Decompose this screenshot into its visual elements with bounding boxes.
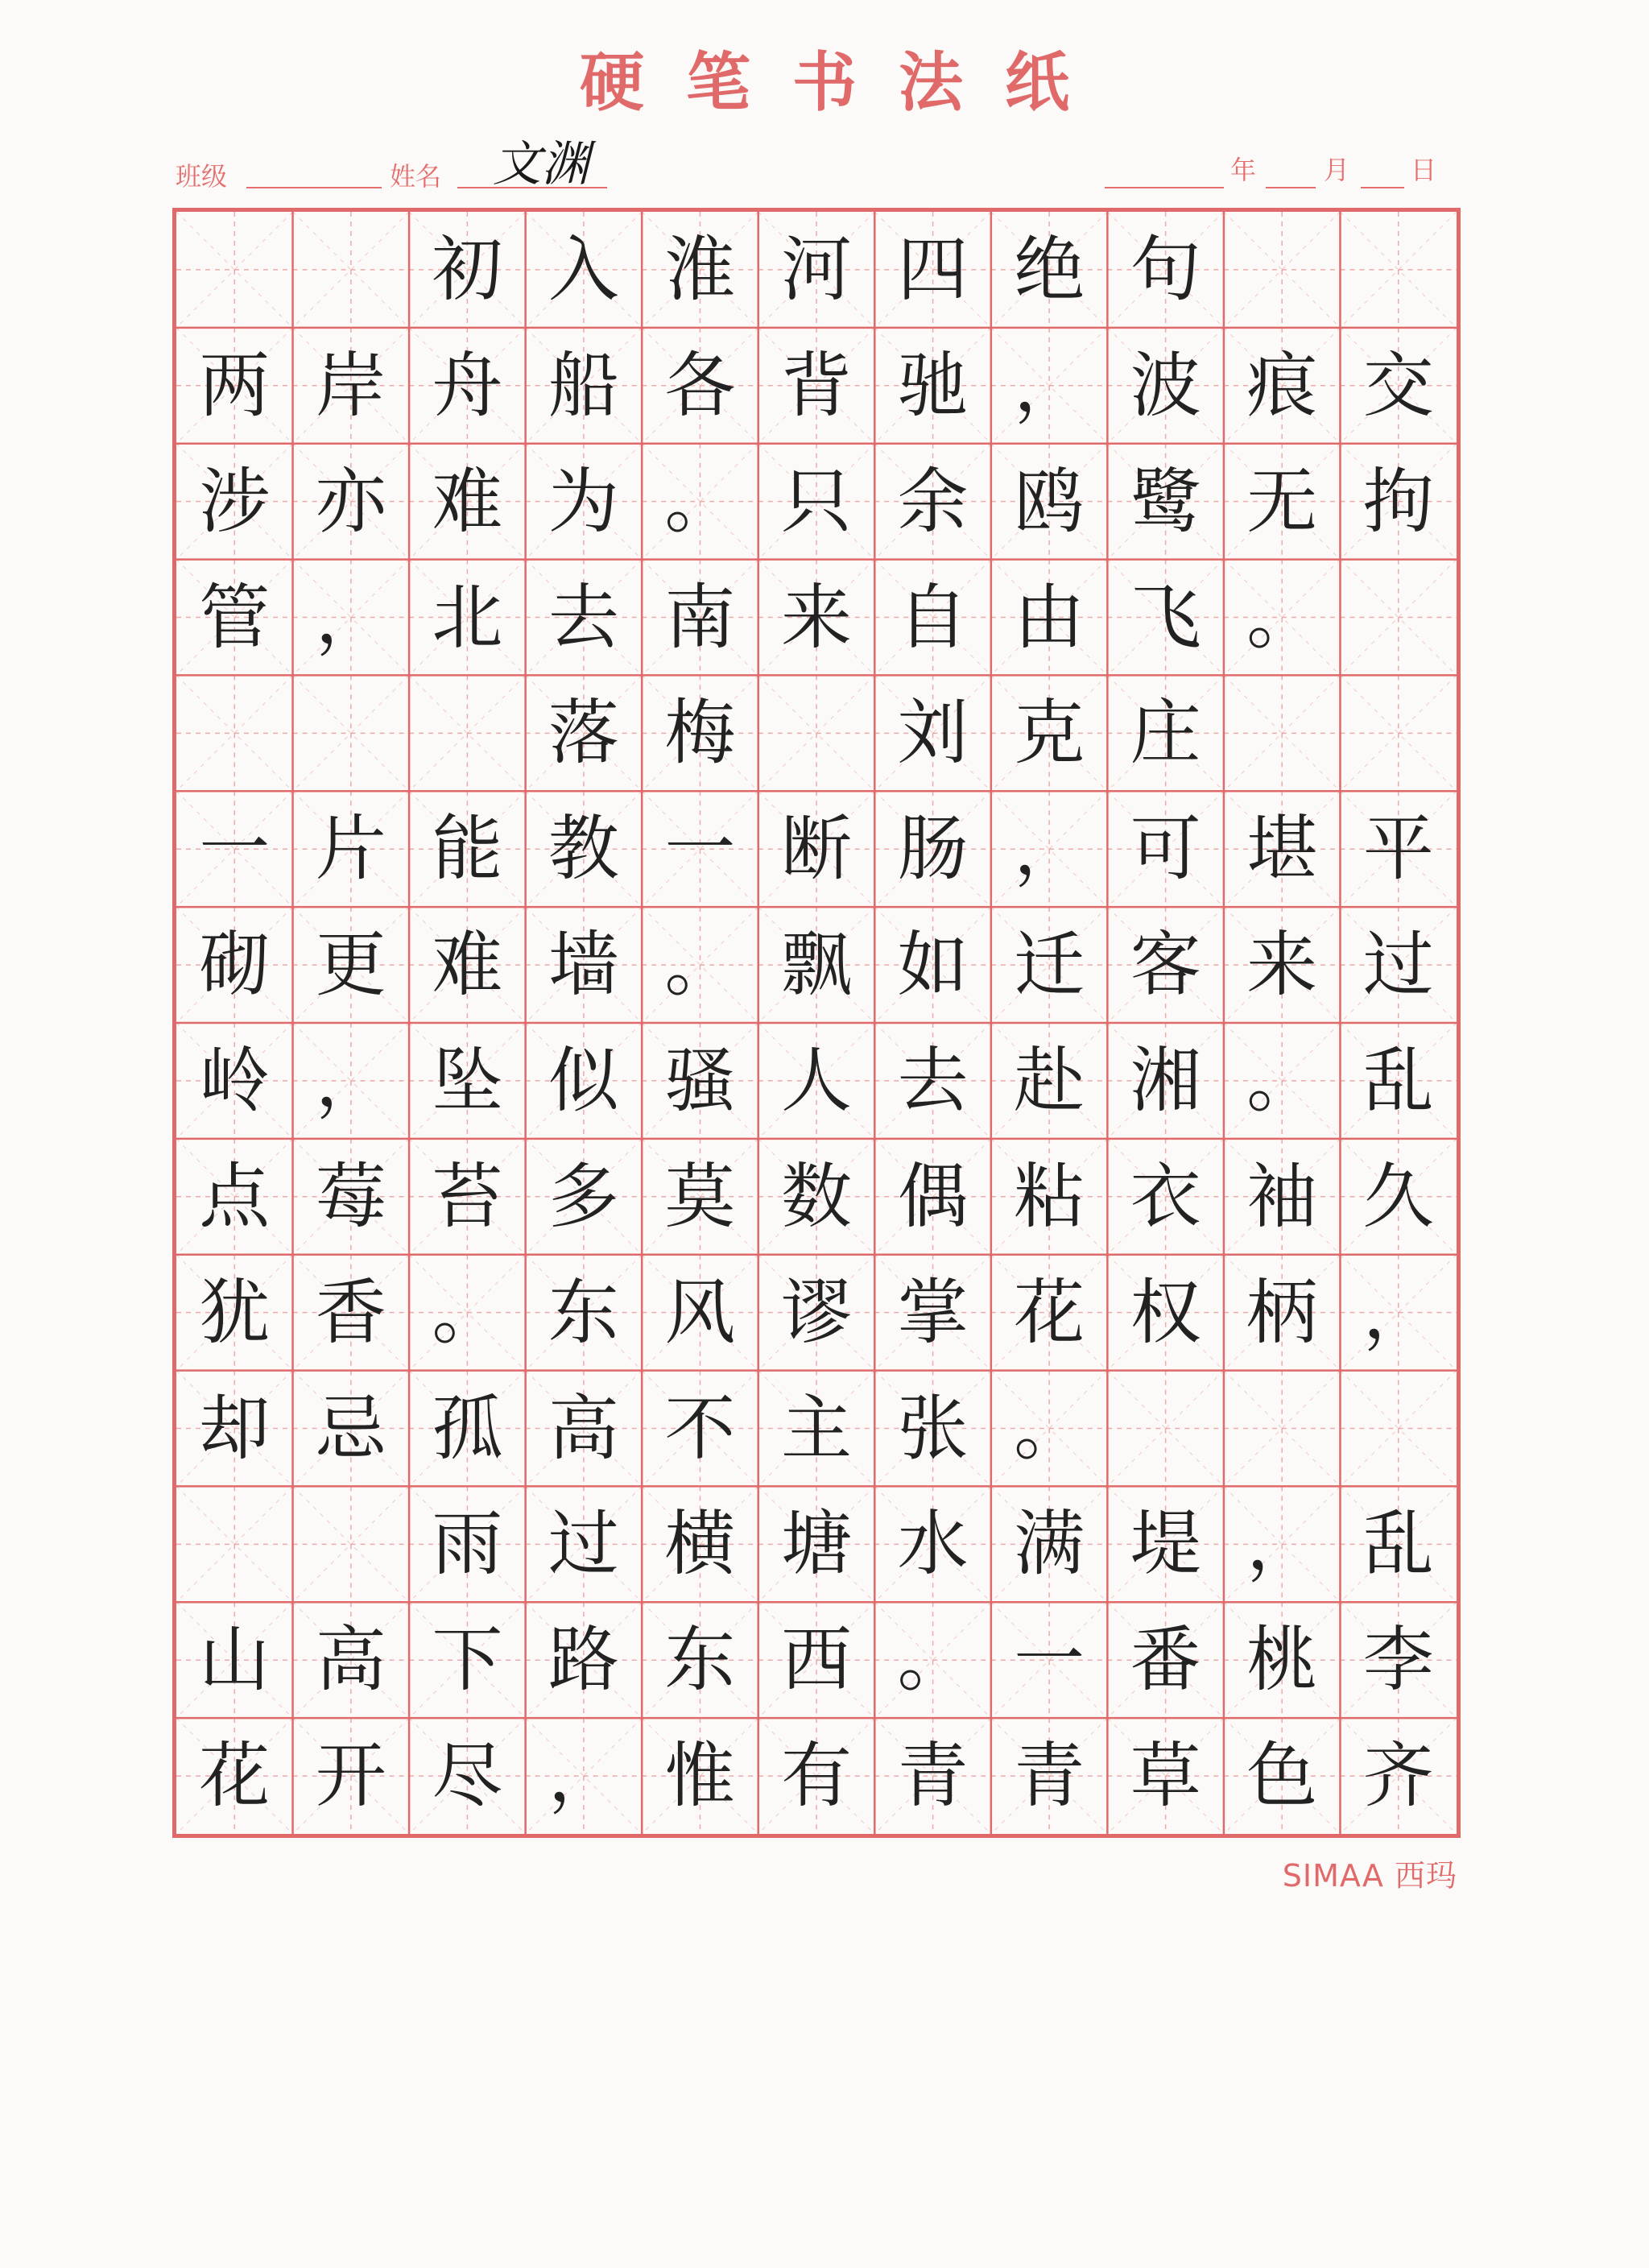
day-label: 日 <box>1411 155 1437 185</box>
grid-character: 南 <box>664 575 736 659</box>
grid-character: 青 <box>1014 1734 1085 1818</box>
writing-grid <box>172 208 1461 1838</box>
grid-character: 波 <box>1130 343 1201 427</box>
grid-character: 莫 <box>664 1154 736 1238</box>
grid-character: 久 <box>1362 1154 1434 1238</box>
sheet-title: 硬笔书法纸 <box>580 44 1111 120</box>
grid-character: 水 <box>897 1502 969 1586</box>
grid-character: 岭 <box>199 1039 271 1122</box>
grid-character: 痕 <box>1246 343 1318 427</box>
grid-character: 东 <box>664 1618 736 1702</box>
grid-character: 青 <box>897 1734 969 1818</box>
grid-character: 堪 <box>1246 807 1318 891</box>
grid-character: ， <box>1014 343 1085 427</box>
grid-character: 刘 <box>897 691 969 775</box>
grid-character: 苔 <box>432 1154 503 1238</box>
day-field[interactable] <box>1361 155 1404 188</box>
grid-character: 亦 <box>315 459 386 543</box>
grid-character: 句 <box>1130 228 1201 311</box>
grid-character: 管 <box>199 575 271 659</box>
grid-character: 只 <box>780 459 852 543</box>
grid-character: 一 <box>664 807 736 891</box>
grid-character: 主 <box>780 1386 852 1470</box>
grid-character: 高 <box>548 1386 619 1470</box>
grid-character: 北 <box>432 575 503 659</box>
year-label: 年 <box>1230 155 1257 185</box>
grid-character: 去 <box>897 1039 969 1122</box>
grid-character: 过 <box>548 1502 619 1586</box>
grid-character: 无 <box>1246 459 1318 543</box>
grid-character: 衣 <box>1130 1154 1201 1238</box>
grid-character: 路 <box>548 1618 619 1702</box>
class-label: 班级 <box>176 161 228 192</box>
grid-character: 掌 <box>897 1270 969 1354</box>
grid-character: 。 <box>897 1618 969 1702</box>
grid-character: 客 <box>1130 923 1201 1007</box>
month-field[interactable] <box>1266 155 1316 188</box>
grid-character: 交 <box>1362 343 1434 427</box>
grid-character: 山 <box>199 1618 271 1702</box>
grid-character: 袖 <box>1246 1154 1318 1238</box>
grid-character: 驰 <box>897 343 969 427</box>
month-label: 月 <box>1324 155 1350 185</box>
grid-character: 似 <box>548 1039 619 1122</box>
grid-character: 为 <box>548 459 619 543</box>
grid-character: 权 <box>1130 1270 1201 1354</box>
grid-character: 入 <box>548 228 619 311</box>
grid-character: ， <box>1014 807 1085 891</box>
grid-character: 湘 <box>1130 1039 1201 1122</box>
grid-character: 。 <box>1014 1386 1085 1470</box>
grid-character: 两 <box>199 343 271 427</box>
grid-character: 人 <box>780 1039 852 1122</box>
grid-character: 河 <box>780 228 852 311</box>
grid-character: 拘 <box>1362 459 1434 543</box>
grid-character: 。 <box>1246 575 1318 659</box>
grid-character: ， <box>315 575 386 659</box>
grid-character: 过 <box>1362 923 1434 1007</box>
grid-character: 迁 <box>1014 923 1085 1007</box>
grid-character: 横 <box>664 1502 736 1586</box>
grid-character: 坠 <box>432 1039 503 1122</box>
name-value: 文渊 <box>493 136 589 192</box>
grid-character: 片 <box>315 807 386 891</box>
grid-character: 来 <box>1246 923 1318 1007</box>
grid-character: 风 <box>664 1270 736 1354</box>
name-label: 姓名 <box>390 161 442 192</box>
grid-character: 草 <box>1130 1734 1201 1818</box>
grid-character: 高 <box>315 1618 386 1702</box>
grid-character: 一 <box>1014 1618 1085 1702</box>
grid-character: 砌 <box>199 923 271 1007</box>
grid-character: 下 <box>432 1618 503 1702</box>
grid-character: 背 <box>780 343 852 427</box>
grid-character: 齐 <box>1362 1734 1434 1818</box>
grid-character: 忌 <box>315 1386 386 1470</box>
grid-character: 孤 <box>432 1386 503 1470</box>
grid-character: 由 <box>1014 575 1085 659</box>
grid-character: 犹 <box>199 1270 271 1354</box>
grid-character: 李 <box>1362 1618 1434 1702</box>
grid-character: 教 <box>548 807 619 891</box>
grid-character: 堤 <box>1130 1502 1201 1586</box>
grid-character: 能 <box>432 807 503 891</box>
grid-character: ， <box>315 1039 386 1122</box>
grid-character: 落 <box>548 691 619 775</box>
grid-character: 自 <box>897 575 969 659</box>
grid-character: 鹭 <box>1130 459 1201 543</box>
grid-character: 偶 <box>897 1154 969 1238</box>
grid-character: 余 <box>897 459 969 543</box>
grid-character: 如 <box>897 923 969 1007</box>
grid-character: 色 <box>1246 1734 1318 1818</box>
grid-character: 数 <box>780 1154 852 1238</box>
header-fields <box>0 136 1649 200</box>
grid-character: 。 <box>432 1270 503 1354</box>
grid-character: 花 <box>199 1734 271 1818</box>
grid-character: 骚 <box>664 1039 736 1122</box>
grid-character: 更 <box>315 923 386 1007</box>
grid-character: 尽 <box>432 1734 503 1818</box>
grid-character: 可 <box>1130 807 1201 891</box>
grid-character: 鸥 <box>1014 459 1085 543</box>
grid-character: 梅 <box>664 691 736 775</box>
grid-character: 塘 <box>780 1502 852 1586</box>
grid-character: 不 <box>664 1386 736 1470</box>
grid-character: 雨 <box>432 1502 503 1586</box>
grid-character: 惟 <box>664 1734 736 1818</box>
grid-character: 。 <box>664 459 736 543</box>
grid-character: ， <box>548 1734 619 1818</box>
grid-character: 。 <box>1246 1039 1318 1122</box>
grid-character: 初 <box>432 228 503 311</box>
grid-character: 墙 <box>548 923 619 1007</box>
grid-character: 岸 <box>315 343 386 427</box>
grid-character: 赴 <box>1014 1039 1085 1122</box>
grid-character: 多 <box>548 1154 619 1238</box>
grid-character: 东 <box>548 1270 619 1354</box>
grid-character: 满 <box>1014 1502 1085 1586</box>
grid-character: 飘 <box>780 923 852 1007</box>
grid-character: 粘 <box>1014 1154 1085 1238</box>
grid-character: 张 <box>897 1386 969 1470</box>
grid-character: 乱 <box>1362 1502 1434 1586</box>
grid-character: 花 <box>1014 1270 1085 1354</box>
grid-character: 断 <box>780 807 852 891</box>
grid-character: 莓 <box>315 1154 386 1238</box>
grid-character: 舟 <box>432 343 503 427</box>
grid-character: ， <box>1246 1502 1318 1586</box>
grid-character: 难 <box>432 459 503 543</box>
grid-character: ， <box>1362 1270 1434 1354</box>
grid-character: 番 <box>1130 1618 1201 1702</box>
brand-logo: SIMAA 西玛 <box>1282 1858 1457 1893</box>
grid-character: 四 <box>897 228 969 311</box>
grid-character: 点 <box>199 1154 271 1238</box>
grid-character: 桃 <box>1246 1618 1318 1702</box>
grid-character: 淮 <box>664 228 736 311</box>
grid-character: 涉 <box>199 459 271 543</box>
grid-character: 一 <box>199 807 271 891</box>
grid-character: 谬 <box>780 1270 852 1354</box>
grid-character: 去 <box>548 575 619 659</box>
grid-character: 柄 <box>1246 1270 1318 1354</box>
grid-character: 庄 <box>1130 691 1201 775</box>
grid-character: 乱 <box>1362 1039 1434 1122</box>
grid-character: 却 <box>199 1386 271 1470</box>
grid-character: 平 <box>1362 807 1434 891</box>
grid-character: 各 <box>664 343 736 427</box>
grid-character: 飞 <box>1130 575 1201 659</box>
class-field[interactable] <box>246 155 382 188</box>
grid-character: 来 <box>780 575 852 659</box>
grid-character: 开 <box>315 1734 386 1818</box>
grid-character: 西 <box>780 1618 852 1702</box>
grid-character: 有 <box>780 1734 852 1818</box>
year-field[interactable] <box>1105 155 1224 188</box>
grid-character: 。 <box>664 923 736 1007</box>
grid-character: 船 <box>548 343 619 427</box>
grid-character: 难 <box>432 923 503 1007</box>
grid-character: 绝 <box>1014 228 1085 311</box>
grid-character: 肠 <box>897 807 969 891</box>
grid-character: 克 <box>1014 691 1085 775</box>
grid-character: 香 <box>315 1270 386 1354</box>
